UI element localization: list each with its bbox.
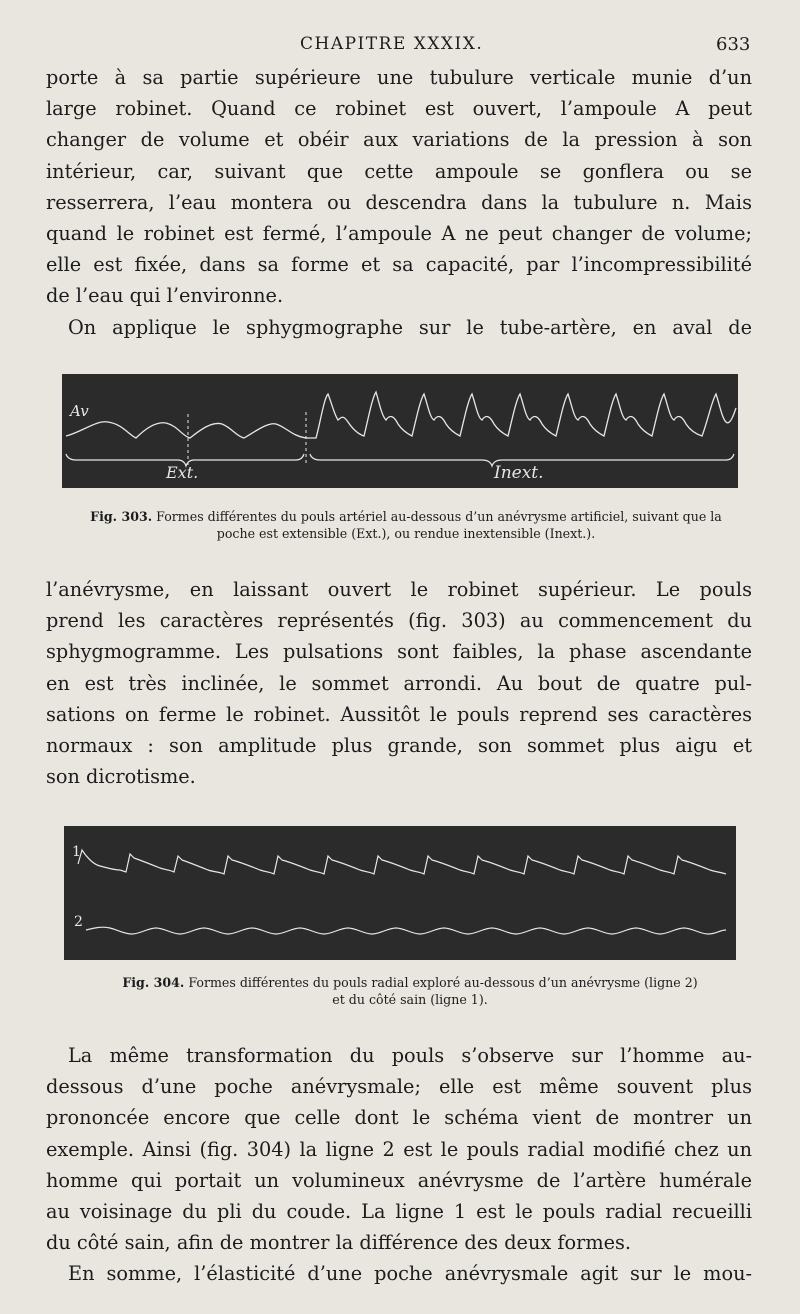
text-line: dessous d’une poche anévrysmale; elle est même souvent plus	[46, 1075, 752, 1099]
text-line: resserrera, l’eau montera ou descendra dans la tubulure n. Mais	[46, 190, 752, 214]
pulse-trace-line-2	[86, 927, 726, 934]
text-line: au voisinage du pli du coude. La ligne 1 est le pouls radial recueilli	[46, 1199, 752, 1223]
figure-303-sphygmogram	[62, 374, 738, 488]
text-line: normaux : son amplitude plus grande, son sommet plus aigu et	[46, 733, 752, 757]
text-line: sations on ferme le robinet. Aussitôt le pouls reprend ses caractères	[46, 702, 752, 726]
figure-304-sphygmogram	[64, 826, 736, 960]
text-line: quand le robinet est fermé, l’ampoule A ne peut changer de volume;	[46, 221, 752, 245]
text-line: exemple. Ainsi (fig. 304) la ligne 2 est le pouls radial modifié chez un	[46, 1137, 752, 1161]
running-header	[0, 34, 800, 58]
text-line: en est très inclinée, le sommet arrondi. Au bout de quatre pul-	[46, 671, 752, 695]
text-line: homme qui portait un volumineux anévrysme de l’artère humérale	[46, 1168, 752, 1192]
label-inext: Inext.	[494, 463, 544, 483]
caption-text-1: Formes différentes du pouls radial exploré au-dessous d’un anévrysme (ligne 2)	[188, 975, 698, 990]
text-line: porte à sa partie supérieure une tubulure verticale munie d’un	[46, 66, 752, 89]
text-line: large robinet. Quand ce robinet est ouvert, l’ampoule A peut	[46, 97, 752, 121]
caption-number: Fig. 303.	[90, 509, 153, 524]
label-line-1: 1	[72, 844, 81, 860]
text-line: du côté sain, afin de montrer la différence des deux formes.	[46, 1231, 632, 1255]
pulse-trace-av	[66, 392, 736, 438]
text-line: elle est fixée, dans sa forme et sa capacité, par l’incompressibilité	[46, 253, 752, 277]
caption-text-2: et du côté sain (ligne 1).	[332, 992, 488, 1007]
paragraph-3	[46, 1040, 752, 1290]
caption-text-1: Formes différentes du pouls artériel au-dessous d’un anévrysme artificiel, suivant que la	[156, 509, 722, 524]
label-line-2: 2	[74, 914, 83, 930]
text-line: En somme, l’élasticité d’une poche anévrysmale agit sur le mou-	[68, 1262, 752, 1286]
caption-number: Fig. 304.	[122, 975, 185, 990]
page-number: 633	[716, 34, 751, 55]
pulse-trace-line-1	[78, 850, 726, 874]
text-line: prononcée encore que celle dont le schéma vient de montrer un	[46, 1106, 752, 1130]
chapter-title: CHAPITRE XXXIX.	[300, 34, 484, 54]
figure-303-caption	[56, 508, 756, 542]
figure-304-caption	[82, 974, 738, 1008]
text-line: de l’eau qui l’environne.	[46, 284, 284, 308]
text-line: prend les caractères représentés (fig. 303) au commencement du	[46, 609, 752, 633]
paragraph-1	[46, 62, 752, 343]
text-line: l’anévrysme, en laissant ouvert le robinet supérieur. Le pouls	[46, 578, 752, 601]
text-line: changer de volume et obéir aux variations de la pression à son	[46, 128, 752, 152]
text-line: La même transformation du pouls s’observe sur l’homme au-	[68, 1044, 752, 1067]
text-line: son dicrotisme.	[46, 765, 196, 789]
caption-text-2: poche est extensible (Ext.), ou rendue inextensible (Inext.).	[216, 526, 596, 541]
text-line: intérieur, car, suivant que cette ampoule se gonflera ou se	[46, 159, 752, 183]
text-line: sphygmogramme. Les pulsations sont faibles, la phase ascendante	[46, 640, 752, 664]
label-ext: Ext.	[166, 463, 199, 482]
label-av: Av	[70, 402, 89, 420]
text-line: On applique le sphygmographe sur le tube-artère, en aval de	[68, 315, 752, 339]
paragraph-2	[46, 574, 752, 792]
